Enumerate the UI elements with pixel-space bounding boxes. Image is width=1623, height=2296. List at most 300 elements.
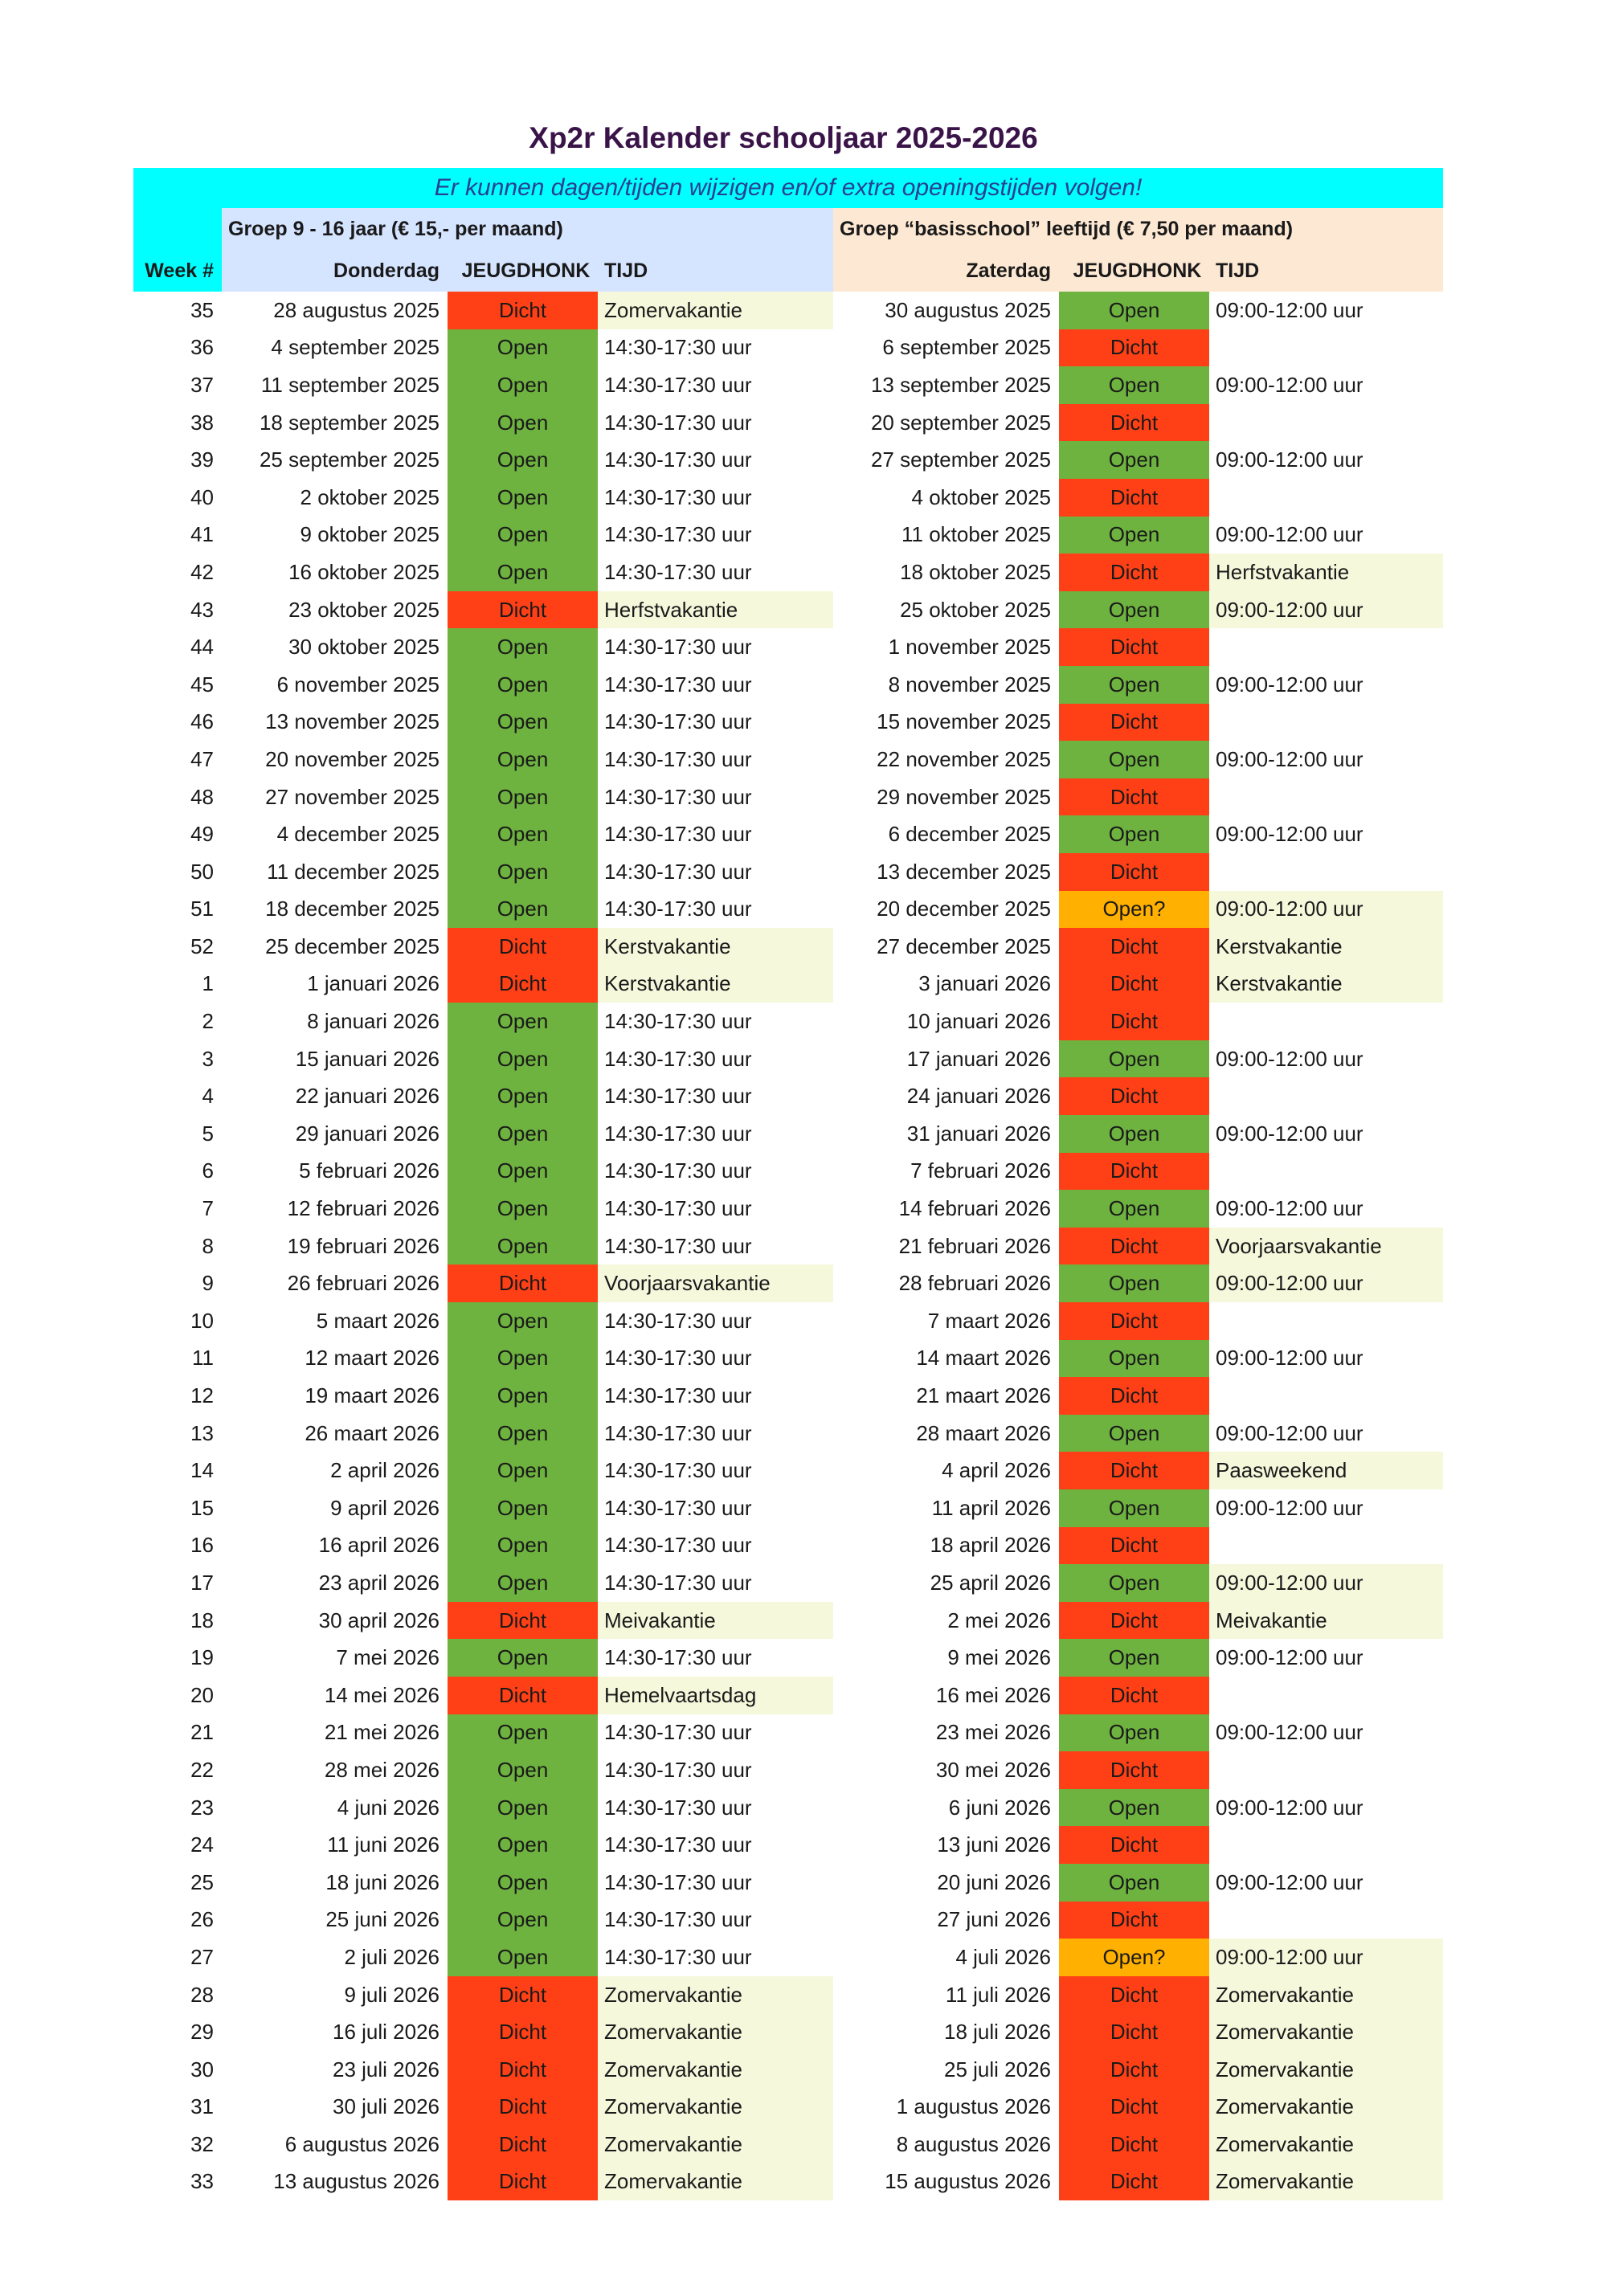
- thursday-date: 18 september 2025: [259, 410, 439, 435]
- thursday-time: 14:30-17:30 uur: [604, 1009, 752, 1034]
- saturday-time: 09:00-12:00 uur: [1209, 1939, 1443, 1976]
- week-number: 40: [190, 484, 214, 509]
- saturday-time: Zomervakantie: [1209, 1976, 1443, 2014]
- thursday-status: Open: [448, 1489, 598, 1527]
- saturday-date: 30 augustus 2025: [885, 297, 1051, 322]
- thursday-time: 14:30-17:30 uur: [604, 410, 752, 435]
- saturday-time: [1209, 704, 1443, 742]
- thursday-status: Open: [448, 1527, 598, 1565]
- thursday-time: 14:30-17:30 uur: [604, 1533, 752, 1558]
- table-row: [133, 928, 1443, 966]
- thursday-date: 7 mei 2026: [336, 1645, 439, 1670]
- table-row: [133, 292, 1443, 329]
- thursday-status: Open: [448, 517, 598, 554]
- table-row: [133, 1751, 1443, 1789]
- thursday-date: 28 mei 2026: [324, 1757, 439, 1782]
- table-row: [133, 366, 1443, 404]
- saturday-time: Zomervakantie: [1209, 2051, 1443, 2089]
- thursday-status: Dicht: [448, 2126, 598, 2163]
- saturday-time: [1209, 1527, 1443, 1565]
- week-number: 49: [190, 822, 214, 847]
- saturday-time: 09:00-12:00 uur: [1216, 1346, 1363, 1371]
- week-number: 39: [190, 447, 214, 472]
- saturday-status: Open: [1059, 1639, 1209, 1677]
- thursday-date: 4 december 2025: [276, 822, 439, 847]
- week-number: 17: [190, 1570, 214, 1595]
- thursday-date: 25 juni 2026: [325, 1907, 439, 1932]
- saturday-date: 23 mei 2026: [935, 1720, 1051, 1745]
- thursday-date: 11 juni 2026: [327, 1832, 439, 1857]
- saturday-time: 09:00-12:00 uur: [1209, 1564, 1443, 1602]
- saturday-date: 11 juli 2026: [945, 1982, 1051, 2007]
- thursday-status: Open: [448, 1864, 598, 1902]
- week-number: 9: [202, 1271, 214, 1296]
- thursday-status: Open: [448, 1003, 598, 1040]
- thursday-time: 14:30-17:30 uur: [604, 1121, 752, 1146]
- week-number: 47: [190, 746, 214, 771]
- saturday-time: 09:00-12:00 uur: [1209, 591, 1443, 629]
- thursday-status: Dicht: [448, 2163, 598, 2201]
- saturday-date: 6 juni 2026: [948, 1795, 1051, 1820]
- thursday-time: Zomervakantie: [598, 1976, 833, 2014]
- saturday-date: 15 augustus 2026: [885, 2169, 1051, 2194]
- saturday-time: [1209, 1302, 1443, 1340]
- thursday-time: Zomervakantie: [598, 2051, 833, 2089]
- table-row: [133, 741, 1443, 778]
- week-number: 5: [202, 1121, 214, 1146]
- table-row: [133, 479, 1443, 517]
- group-header-blank: [133, 208, 222, 250]
- week-number: 41: [190, 522, 214, 547]
- banner-row: [133, 168, 1443, 208]
- week-number: 26: [190, 1907, 214, 1932]
- thursday-time: 14:30-17:30 uur: [604, 1458, 752, 1483]
- saturday-date: 8 augustus 2026: [896, 2131, 1051, 2156]
- thursday-date: 23 april 2026: [318, 1570, 439, 1595]
- saturday-time: [1209, 628, 1443, 666]
- group-header-row: [133, 208, 1443, 250]
- saturday-date: 4 april 2026: [942, 1458, 1051, 1483]
- thursday-status: Dicht: [448, 1602, 598, 1640]
- saturday-status: Open: [1059, 815, 1209, 853]
- saturday-time: [1209, 479, 1443, 517]
- saturday-date: 13 juni 2026: [937, 1832, 1051, 1857]
- thursday-date: 26 maart 2026: [305, 1420, 439, 1445]
- thursday-status: Dicht: [448, 966, 598, 1003]
- week-number: 36: [190, 335, 214, 360]
- thursday-time: 14:30-17:30 uur: [604, 1383, 752, 1408]
- saturday-time: 09:00-12:00 uur: [1209, 891, 1443, 929]
- saturday-date: 17 januari 2026: [906, 1046, 1051, 1071]
- thursday-status: Open: [448, 441, 598, 479]
- saturday-time: 09:00-12:00 uur: [1216, 1869, 1363, 1894]
- saturday-status: Dicht: [1059, 1077, 1209, 1115]
- thursday-status: Open: [448, 1040, 598, 1078]
- saturday-date: 25 april 2026: [930, 1570, 1051, 1595]
- banner-text: Er kunnen dagen/tijden wijzigen en/of extra openingstijden volgen!: [133, 168, 1443, 208]
- thursday-status: Open: [448, 1153, 598, 1191]
- thursday-date: 16 juli 2026: [333, 2020, 439, 2045]
- thursday-status: Open: [448, 554, 598, 591]
- thursday-status: Open: [448, 1714, 598, 1752]
- table-row: [133, 966, 1443, 1003]
- table-row: [133, 1302, 1443, 1340]
- table-row: [133, 1902, 1443, 1939]
- group-left-header: Groep 9 - 16 jaar (€ 15,- per maand): [222, 208, 833, 250]
- thursday-date: 9 oktober 2025: [300, 522, 439, 547]
- saturday-status: Dicht: [1059, 2126, 1209, 2163]
- saturday-date: 25 juli 2026: [944, 2057, 1051, 2082]
- thursday-status: Open: [448, 891, 598, 929]
- saturday-time: [1209, 1902, 1443, 1939]
- thursday-time: Voorjaarsvakantie: [598, 1264, 833, 1302]
- table-row: [133, 853, 1443, 891]
- thursday-date: 4 september 2025: [271, 335, 439, 360]
- thursday-time: Zomervakantie: [598, 2163, 833, 2201]
- left-day-header: Donderdag: [222, 250, 448, 292]
- thursday-time: 14:30-17:30 uur: [604, 1720, 752, 1745]
- thursday-date: 16 april 2026: [318, 1533, 439, 1558]
- thursday-date: 25 december 2025: [265, 934, 439, 958]
- table-row: [133, 1714, 1443, 1752]
- thursday-date: 25 september 2025: [259, 447, 439, 472]
- saturday-date: 6 september 2025: [882, 335, 1051, 360]
- week-number: 6: [202, 1158, 214, 1183]
- saturday-status: Dicht: [1059, 2051, 1209, 2089]
- saturday-time: Zomervakantie: [1209, 2013, 1443, 2051]
- saturday-date: 14 maart 2026: [916, 1346, 1051, 1371]
- saturday-date: 7 februari 2026: [910, 1158, 1051, 1183]
- table-row: [133, 1564, 1443, 1602]
- table-row: [133, 778, 1443, 816]
- thursday-date: 26 februari 2026: [287, 1271, 439, 1296]
- table-row: [133, 1489, 1443, 1527]
- week-number: 35: [190, 297, 214, 322]
- table-row: [133, 1415, 1443, 1452]
- saturday-time: 09:00-12:00 uur: [1216, 1495, 1363, 1520]
- saturday-time: Zomervakantie: [1209, 2163, 1443, 2201]
- left-time-header: TIJD: [598, 250, 833, 292]
- saturday-time: Kerstvakantie: [1209, 966, 1443, 1003]
- saturday-time: 09:00-12:00 uur: [1216, 1121, 1363, 1146]
- thursday-date: 11 december 2025: [267, 859, 439, 884]
- saturday-status: Open: [1059, 1415, 1209, 1452]
- thursday-date: 13 november 2025: [265, 709, 439, 734]
- table-row: [133, 554, 1443, 591]
- week-number: 19: [190, 1645, 214, 1670]
- thursday-time: 14:30-17:30 uur: [604, 1046, 752, 1071]
- thursday-date: 8 januari 2026: [307, 1009, 439, 1034]
- saturday-status: Dicht: [1059, 1751, 1209, 1789]
- table-row: [133, 1190, 1443, 1228]
- week-number: 42: [190, 559, 214, 584]
- saturday-status: Open: [1059, 741, 1209, 778]
- thursday-date: 15 januari 2026: [295, 1046, 439, 1071]
- table-row: [133, 1864, 1443, 1902]
- right-status-header: JEUGDHONK: [1059, 250, 1209, 292]
- table-row: [133, 1939, 1443, 1976]
- saturday-status: Dicht: [1059, 853, 1209, 891]
- table-row: [133, 815, 1443, 853]
- saturday-status: Dicht: [1059, 1153, 1209, 1191]
- thursday-time: 14:30-17:30 uur: [604, 1084, 752, 1109]
- saturday-time: 09:00-12:00 uur: [1216, 746, 1363, 771]
- table-row: [133, 1789, 1443, 1827]
- table-row: [133, 404, 1443, 442]
- thursday-time: 14:30-17:30 uur: [604, 1346, 752, 1371]
- table-row: [133, 2126, 1443, 2163]
- thursday-date: 2 april 2026: [330, 1458, 439, 1483]
- thursday-status: Open: [448, 1639, 598, 1677]
- saturday-status: Open: [1059, 366, 1209, 404]
- saturday-time: 09:00-12:00 uur: [1216, 1196, 1363, 1221]
- week-number: 23: [190, 1795, 214, 1820]
- thursday-date: 2 juli 2026: [344, 1944, 439, 1969]
- thursday-time: 14:30-17:30 uur: [604, 484, 752, 509]
- right-day-header: Zaterdag: [833, 250, 1059, 292]
- thursday-status: Open: [448, 628, 598, 666]
- page-title: Xp2r Kalender schooljaar 2025-2026: [529, 121, 1038, 154]
- saturday-time: Zomervakantie: [1209, 2089, 1443, 2126]
- table-row: [133, 591, 1443, 629]
- table-row: [133, 2013, 1443, 2051]
- thursday-time: 14:30-17:30 uur: [604, 1308, 752, 1333]
- saturday-time: Herfstvakantie: [1209, 554, 1443, 591]
- thursday-time: 14:30-17:30 uur: [604, 897, 752, 921]
- thursday-status: Dicht: [448, 928, 598, 966]
- thursday-time: Kerstvakantie: [598, 966, 833, 1003]
- saturday-status: Dicht: [1059, 479, 1209, 517]
- week-number: 24: [190, 1832, 214, 1857]
- saturday-status: Open: [1059, 1264, 1209, 1302]
- table-row: [133, 666, 1443, 704]
- saturday-status: Open?: [1059, 1939, 1209, 1976]
- saturday-date: 27 september 2025: [870, 447, 1051, 472]
- thursday-status: Open: [448, 1939, 598, 1976]
- saturday-time: 09:00-12:00 uur: [1216, 447, 1363, 472]
- table-row: [133, 1003, 1443, 1040]
- saturday-status: Dicht: [1059, 404, 1209, 442]
- thursday-time: 14:30-17:30 uur: [604, 672, 752, 697]
- thursday-status: Open: [448, 815, 598, 853]
- thursday-status: Open: [448, 1302, 598, 1340]
- week-number: 31: [190, 2094, 214, 2119]
- saturday-time: [1209, 853, 1443, 891]
- saturday-time: 09:00-12:00 uur: [1209, 1264, 1443, 1302]
- saturday-status: Dicht: [1059, 329, 1209, 367]
- saturday-status: Dicht: [1059, 2089, 1209, 2126]
- table-row: [133, 1377, 1443, 1415]
- thursday-date: 13 augustus 2026: [273, 2169, 439, 2194]
- week-number: 13: [190, 1420, 214, 1445]
- thursday-status: Open: [448, 853, 598, 891]
- table-row: [133, 1976, 1443, 2014]
- saturday-date: 11 april 2026: [931, 1495, 1051, 1520]
- saturday-status: Open: [1059, 292, 1209, 329]
- table-row: [133, 2089, 1443, 2126]
- thursday-status: Dicht: [448, 1976, 598, 2014]
- saturday-time: 09:00-12:00 uur: [1216, 672, 1363, 697]
- week-number: 16: [190, 1533, 214, 1558]
- saturday-time: [1209, 1826, 1443, 1864]
- thursday-time: 14:30-17:30 uur: [604, 635, 752, 660]
- thursday-date: 30 oktober 2025: [288, 635, 439, 660]
- table-row: [133, 1040, 1443, 1078]
- thursday-status: Open: [448, 741, 598, 778]
- thursday-time: Herfstvakantie: [598, 591, 833, 629]
- thursday-time: 14:30-17:30 uur: [604, 1907, 752, 1932]
- table-row: [133, 891, 1443, 929]
- saturday-date: 9 mei 2026: [947, 1645, 1051, 1670]
- table-row: [133, 329, 1443, 367]
- thursday-date: 9 juli 2026: [344, 1982, 439, 2007]
- thursday-date: 30 april 2026: [318, 1608, 439, 1632]
- week-number: 27: [190, 1944, 214, 1969]
- saturday-date: 13 december 2025: [877, 859, 1051, 884]
- thursday-status: Open: [448, 1826, 598, 1864]
- week-number: 1: [202, 971, 214, 996]
- calendar-table: [133, 168, 1443, 2200]
- saturday-date: 25 oktober 2025: [900, 597, 1051, 622]
- week-number: 45: [190, 672, 214, 697]
- thursday-status: Open: [448, 1415, 598, 1452]
- saturday-status: Open: [1059, 1190, 1209, 1228]
- thursday-time: Zomervakantie: [598, 292, 833, 329]
- saturday-status: Dicht: [1059, 1976, 1209, 2014]
- saturday-status: Open: [1059, 1789, 1209, 1827]
- thursday-status: Open: [448, 1564, 598, 1602]
- saturday-time: [1209, 1077, 1443, 1115]
- saturday-time: [1209, 1751, 1443, 1789]
- saturday-time: 09:00-12:00 uur: [1216, 1046, 1363, 1071]
- saturday-status: Dicht: [1059, 778, 1209, 816]
- saturday-date: 2 mei 2026: [947, 1608, 1051, 1632]
- table-row: [133, 1527, 1443, 1565]
- saturday-date: 27 juni 2026: [937, 1907, 1051, 1932]
- saturday-time: 09:00-12:00 uur: [1216, 522, 1363, 547]
- thursday-status: Open: [448, 329, 598, 367]
- thursday-date: 11 september 2025: [260, 372, 439, 397]
- saturday-time: Zomervakantie: [1209, 2126, 1443, 2163]
- table-row: [133, 1228, 1443, 1265]
- saturday-time: [1209, 1003, 1443, 1040]
- thursday-time: Zomervakantie: [598, 2089, 833, 2126]
- thursday-status: Dicht: [448, 2089, 598, 2126]
- saturday-status: Dicht: [1059, 1902, 1209, 1939]
- thursday-date: 12 maart 2026: [305, 1346, 439, 1371]
- saturday-status: Dicht: [1059, 966, 1209, 1003]
- thursday-time: 14:30-17:30 uur: [604, 1196, 752, 1221]
- saturday-status: Dicht: [1059, 704, 1209, 742]
- thursday-time: 14:30-17:30 uur: [604, 1944, 752, 1969]
- saturday-status: Open: [1059, 1040, 1209, 1078]
- saturday-status: Open: [1059, 517, 1209, 554]
- thursday-status: Open: [448, 1340, 598, 1378]
- saturday-status: Open: [1059, 1489, 1209, 1527]
- saturday-time: [1209, 1377, 1443, 1415]
- thursday-date: 12 februari 2026: [287, 1196, 439, 1221]
- table-row: [133, 704, 1443, 742]
- saturday-status: Dicht: [1059, 928, 1209, 966]
- thursday-date: 6 november 2025: [276, 672, 439, 697]
- table-row: [133, 1639, 1443, 1677]
- saturday-date: 3 januari 2026: [918, 971, 1051, 996]
- thursday-time: 14:30-17:30 uur: [604, 1158, 752, 1183]
- thursday-date: 27 november 2025: [265, 784, 439, 809]
- thursday-time: Meivakantie: [598, 1602, 833, 1640]
- saturday-status: Open: [1059, 1564, 1209, 1602]
- saturday-status: Dicht: [1059, 1228, 1209, 1265]
- thursday-time: 14:30-17:30 uur: [604, 522, 752, 547]
- week-number: 51: [190, 897, 214, 921]
- saturday-status: Dicht: [1059, 2163, 1209, 2201]
- week-number: 7: [202, 1196, 214, 1221]
- saturday-status: Open: [1059, 1864, 1209, 1902]
- thursday-status: Dicht: [448, 292, 598, 329]
- thursday-status: Open: [448, 1190, 598, 1228]
- saturday-status: Dicht: [1059, 1003, 1209, 1040]
- table-row: [133, 1264, 1443, 1302]
- week-number: 52: [190, 934, 214, 958]
- week-number: 37: [190, 372, 214, 397]
- saturday-date: 10 januari 2026: [906, 1009, 1051, 1034]
- week-number: 44: [190, 635, 214, 660]
- saturday-time: [1209, 1153, 1443, 1191]
- week-number: 12: [190, 1383, 214, 1408]
- thursday-status: Open: [448, 666, 598, 704]
- week-number: 33: [190, 2169, 214, 2194]
- saturday-date: 24 januari 2026: [906, 1084, 1051, 1109]
- thursday-time: 14:30-17:30 uur: [604, 1645, 752, 1670]
- saturday-date: 20 juni 2026: [937, 1869, 1051, 1894]
- table-row: [133, 1452, 1443, 1489]
- table-row: [133, 1602, 1443, 1640]
- saturday-date: 21 februari 2026: [898, 1233, 1051, 1258]
- thursday-date: 19 februari 2026: [287, 1233, 439, 1258]
- saturday-date: 27 december 2025: [877, 934, 1051, 958]
- saturday-date: 18 juli 2026: [944, 2020, 1051, 2045]
- saturday-time: 09:00-12:00 uur: [1216, 1795, 1363, 1820]
- thursday-time: Zomervakantie: [598, 2126, 833, 2163]
- saturday-date: 20 september 2025: [870, 410, 1051, 435]
- thursday-time: 14:30-17:30 uur: [604, 859, 752, 884]
- thursday-time: Zomervakantie: [598, 2013, 833, 2051]
- thursday-time: 14:30-17:30 uur: [604, 559, 752, 584]
- thursday-date: 16 oktober 2025: [288, 559, 439, 584]
- week-number: 2: [202, 1009, 214, 1034]
- saturday-date: 14 februari 2026: [898, 1196, 1051, 1221]
- thursday-time: 14:30-17:30 uur: [604, 1420, 752, 1445]
- thursday-date: 20 november 2025: [265, 746, 439, 771]
- saturday-date: 28 maart 2026: [916, 1420, 1051, 1445]
- thursday-status: Open: [448, 366, 598, 404]
- saturday-date: 11 oktober 2025: [901, 522, 1051, 547]
- saturday-date: 20 december 2025: [877, 897, 1051, 921]
- week-number: 18: [190, 1608, 214, 1632]
- table-row: [133, 1677, 1443, 1714]
- saturday-time: 09:00-12:00 uur: [1216, 822, 1363, 847]
- saturday-date: 30 mei 2026: [935, 1757, 1051, 1782]
- week-number: 20: [190, 1682, 214, 1707]
- saturday-status: Dicht: [1059, 1826, 1209, 1864]
- saturday-time: 09:00-12:00 uur: [1216, 372, 1363, 397]
- saturday-status: Dicht: [1059, 1602, 1209, 1640]
- thursday-time: 14:30-17:30 uur: [604, 447, 752, 472]
- thursday-time: 14:30-17:30 uur: [604, 822, 752, 847]
- week-number: 30: [190, 2057, 214, 2082]
- saturday-time: [1209, 404, 1443, 442]
- saturday-status: Open: [1059, 1714, 1209, 1752]
